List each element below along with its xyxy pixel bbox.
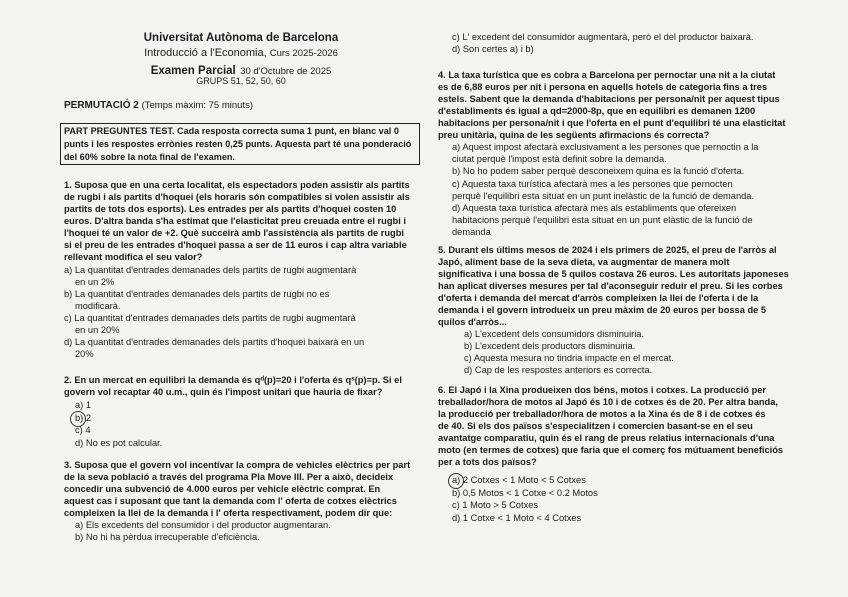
instructions-line: punts i les respostes errònies resten 0,25 punts. Aquesta part té una ponderació xyxy=(64,139,412,149)
question-line: govern vol recaptar 40 u.m., quin és l'impost unitari que hauria de fixar? xyxy=(64,387,383,397)
question-line: avantatge comparatiu, quin és el rang de preus relatius internacionals d'una xyxy=(438,433,775,443)
question-line: 3. Suposa que el govern vol incentivar la compra de vehicles elèctrics per part xyxy=(64,460,411,470)
question-line: rellevant modifica el seu valor? xyxy=(64,252,203,262)
question-line: moto (en termes de cotxes) que faria que el comerç fos mútuament beneficiós xyxy=(438,445,784,455)
option-a-cont: en un 2% xyxy=(75,277,115,287)
question-line: 2. En un mercat en equilibri la demanda és qᵈ(p)=20 i l'oferta és qˢ(p)=p. Si el xyxy=(64,375,402,385)
question-line: per a tots dos països? xyxy=(438,457,537,467)
option-c[interactable]: c) La quantitat d'entrades demanades dels partits de rugbi augmentarà xyxy=(64,313,356,323)
option-a[interactable]: a) La quantitat d'entrades demanades dels partits de rugbi augmentarà xyxy=(64,265,357,275)
option-a[interactable]: a) 1 xyxy=(75,400,92,410)
option-c-cont: perquè l'equilibri esta situat en un punt inelàstic de la funció de demanda. xyxy=(452,191,755,201)
option-b-cont: modificarà. xyxy=(75,301,121,311)
option-a[interactable]: a) 2 Cotxes < 1 Moto < 5 Cotxes xyxy=(452,475,586,485)
question-line: de la seva població a través del programa Pla Move III. Per a això, decideix xyxy=(64,472,394,482)
option-a[interactable]: a) Aquest impost afectarà exclusivament a les persones que pernoctin a la xyxy=(452,142,759,152)
instructions-line: PART PREGUNTES TEST. Cada resposta correcta suma 1 punt, en blanc val 0 xyxy=(64,126,399,136)
question-line: habitacions per persona/nit i que l'oferta en el punt d'equilibri té una elasticitat xyxy=(438,118,786,128)
question-line: treballador/hora de motos al Japó és 10 i de cotxes és de 20. Per altra banda, xyxy=(438,397,778,407)
option-d[interactable]: d) La quantitat d'entrades demanades dels partits d'hoquei baixarà en un xyxy=(64,337,365,347)
option-c[interactable]: c) 1 Moto > 5 Cotxes xyxy=(452,500,539,510)
permutation: PERMUTACIÓ 2 xyxy=(64,100,139,111)
option-d-cont: habitacions perquè l'equilibri esta situat en un punt elàstic de la funció de xyxy=(452,215,753,225)
question-line: significativa i una bossa de 5 quilos costava 26 euros. Les autoritats japoneses xyxy=(438,269,789,279)
question-line: es de 6,88 euros per nit i persona en aquells hotels de categoria fins a tres xyxy=(438,82,768,92)
exam-date: 30 d'Octubre de 2025 xyxy=(240,66,332,77)
question-line: l'hoquei té un valor de +2. Què succeirà amb l'assistència als partits de rugbi xyxy=(64,228,404,238)
course-line xyxy=(60,48,422,59)
option-d-cont: demanda xyxy=(452,227,491,237)
groups: GRUPS 51, 52, 50, 60 xyxy=(196,76,286,86)
question-line: 6. El Japó i la Xina produeixen dos béns, motos i cotxes. La producció per xyxy=(438,385,767,395)
option-c[interactable]: c) Aquesta mesura no tindria impacte en el mercat. xyxy=(464,353,674,363)
question-line: de 40. Si els dos països s'especialitzen i comercien basant-se en el seu xyxy=(438,421,753,431)
question-line: d'establiments és igual a qd=2000-8p, que en equilibri es demanen 1200 xyxy=(438,106,756,116)
option-d[interactable]: d) 1 Cotxe < 1 Moto < 4 Cotxes xyxy=(452,513,582,523)
university-title: Universitat Autònoma de Barcelona xyxy=(143,32,339,44)
option-d[interactable]: d) Aquesta taxa turística afectarà mes als establiments que ofereixen xyxy=(452,203,737,213)
question-line: de rugbi i als partits d'hoquei (els horaris són compatibles si volen assistir als xyxy=(64,192,410,202)
option-d[interactable]: d) Son certes a) i b) xyxy=(452,44,534,54)
question-line: d'oferta i demanda del mercat d'arròs compleixen la llei de l'oferta i de la xyxy=(438,293,759,303)
question-line: partits de tots dos esports). Les entrades per als partits d'hoquei costen 10 xyxy=(64,204,397,214)
course-name: Introducció a l'Economia, xyxy=(144,47,267,59)
question-line: si el preu de les entrades d'hoquei passa a ser de 11 euros i cap altra variable xyxy=(64,240,407,250)
option-d[interactable]: d) Cap de les respostes anteriors es correcta. xyxy=(464,365,653,375)
option-b[interactable]: b) 0,5 Motos < 1 Cotxe < 0.2 Motos xyxy=(452,488,598,498)
option-d[interactable]: d) No es pot calcular. xyxy=(75,438,163,448)
time-limit: (Temps màxim: 75 minuts) xyxy=(141,100,253,111)
option-a[interactable]: a) Els excedents del consumidor i del productor augmentaran. xyxy=(75,520,331,530)
option-d-cont: 20% xyxy=(75,349,94,359)
question-line: 5. Durant els últims mesos de 2024 i els primers de 2025, el preu de l'arròs al xyxy=(438,245,777,255)
question-line: Japó, aliment base de la seva dieta, va augmentar de manera molt xyxy=(438,257,730,267)
option-a-cont: ciutat perquè l'impost està definit sobre la demanda. xyxy=(452,154,667,164)
option-a[interactable]: a) L'excedent dels consumidors disminuiria. xyxy=(464,329,645,339)
question-line: euros. D'altra banda s'ha estimat que l'elasticitat preu creuada entre el rugbi i xyxy=(64,216,406,226)
question-line: compleixen la llei de la demanda i l' oferta respectivament, podem dir que: xyxy=(64,508,393,518)
option-c[interactable]: c) Aquesta taxa turística afectarà mes a les persones que pernocten xyxy=(452,179,733,189)
instructions-line: del 60% sobre la nota final de l'examen. xyxy=(64,152,235,162)
option-b[interactable]: b) No ho podem saber perquè desconeixem quina es la funció d'oferta. xyxy=(452,166,745,176)
course-year: Curs 2025-2026 xyxy=(269,48,338,59)
question-line: preu unitària, quina de les següents afirmacions és correcta? xyxy=(438,130,710,140)
question-line: 4. La taxa turística que es cobra a Barcelona per pernoctar una nit a la ciutat xyxy=(438,70,776,80)
question-line: concedir una subvenció de 4.000 euros per vehicle elèctric comprat. En xyxy=(64,484,381,494)
question-line: 1. Suposa que en una certa localitat, els espectadors poden assistir als partits xyxy=(64,180,410,190)
question-line: aquest cas i suposant que tant la demanda com l' oferta de cotxes elèctrics xyxy=(64,496,397,506)
question-line: demanda i el govern introdueix un preu màxim de 20 euros per bossa de 5 xyxy=(438,305,767,315)
option-b[interactable]: b) L'excedent dels productors disminuiria. xyxy=(464,341,636,351)
permutation-line xyxy=(64,101,253,111)
option-b[interactable]: b) 2 xyxy=(75,413,92,423)
option-c-cont: en un 20% xyxy=(75,325,120,335)
question-line: han aplicat diverses mesures per tal d'aconseguir reduir el preu. Si les corbes xyxy=(438,281,783,291)
option-b[interactable]: b) No hi ha pèrdua irrecuperable d'eficiència. xyxy=(75,532,260,542)
question-line: estels. Sabent que la demanda d'habitacions per persona/nit per aquest tipus xyxy=(438,94,780,104)
option-c[interactable]: c) L' excedent del consumidor augmentarà, però el del productor baixarà. xyxy=(452,32,754,42)
option-c[interactable]: c) 4 xyxy=(75,425,91,435)
question-line: la producció per treballador/hora de motos a la Xina és de 8 i de cotxes és xyxy=(438,409,766,419)
question-line: quilos d'arròs... xyxy=(438,317,507,327)
exam-title: Examen Parcial xyxy=(150,65,236,77)
option-b[interactable]: b) La quantitat d'entrades demanades dels partits de rugbi no es xyxy=(64,289,330,299)
